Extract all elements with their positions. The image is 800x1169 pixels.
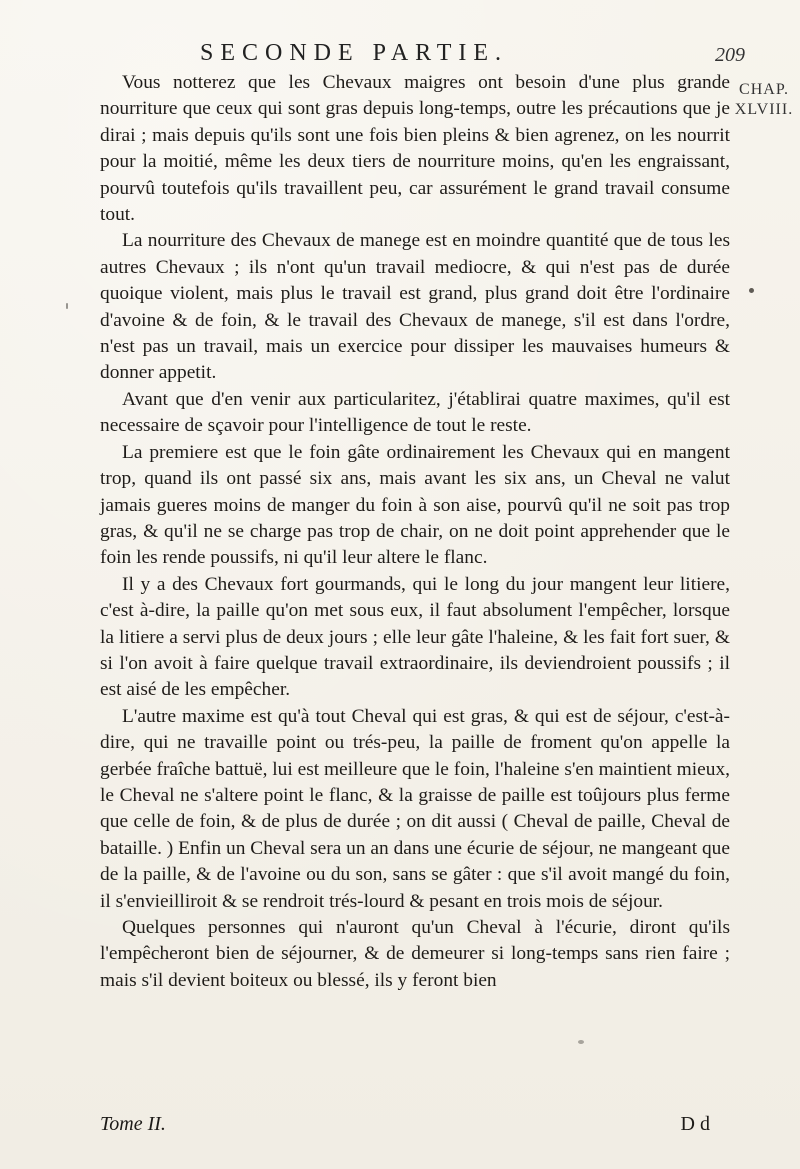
paragraph-3: Avant que d'en venir aux particularitez, j'établirai quatre maximes, qu'il est necessaire de sçavoir pour l'intelligence de tout le reste. [100,388,730,437]
paragraph-7: Quelques personnes qui n'auront qu'un Cheval à l'écurie, diront qu'ils l'empêcheront bien de séjourner, & de demeurer si long-temps sans rien faire ; mais s'il devient boiteux ou blessé, ils y feront bien [100,917,730,991]
ink-speck [66,303,68,309]
paragraph-5: Il y a des Chevaux fort gourmands, qui le long du jour mangent leur litiere, c'est à-dire, la paille qu'on met sous eux, il faut absolument l'empêcher, lorsque la litiere a servi plus de deux jours ; elle leur gâte l'haleine, & les fait fort suer, & si l'on avoit à faire quelque travail extraordinaire, ils deviendroient poussifs ; il est aisé de les empêcher. [100,573,730,701]
ink-speck [749,288,754,293]
tome-label: Tome II. [100,1113,166,1135]
chapter-label: CHAP. [739,81,789,98]
paragraph-1: Vous notterez que les Chevaux maigres ont besoin d'une plus grande nourriture que ceux qui sont gras depuis long-temps, outre les précautions que je dirai ; mais depuis qu'ils sont une fois bien pleins & bien agrenez, on les nourrit pour la moitié, même les deux tiers de nourriture moins, qu'en les engraissant, pourvû toutefois qu'ils travaillent peu, car assurément le grand travail consume tout. [100,72,730,226]
chapter-number: XLVIII. [734,101,794,118]
paragraph-4: La premiere est que le foin gâte ordinairement les Chevaux qui en mangent trop, quand ils ont passé six ans, mais avant les six ans, un Cheval ne valut jamais gueres moins de manger du foin à son aise, pourvû qu'il ne soit pas trop gras, & qu'il ne se charge pas trop de chair, on ne doit point apprehender que le foin les rende poussifs, ni qu'il leur altere le flanc. [100,441,730,569]
page-number: 209 [715,44,745,66]
chapter-margin-note [734,80,794,120]
page-footer [100,1113,730,1136]
ink-speck [578,1040,584,1044]
paragraph-2: La nourriture des Chevaux de manege est en moindre quantité que de tous les autres Chevaux ; ils n'ont qu'un travail mediocre, & qui n'est pas de durée quoique violent, mais plus le travail est grand, plus grand doit être l'ordinaire d'avoine & de foin, & le travail des Chevaux de manege, s'il est dans l'ordre, n'est pas un travail, mais un exercice pour dissiper les mauvaises humeurs & donner appetit. [100,230,730,384]
running-head: SECONDE PARTIE. [200,40,509,66]
signature-mark: D d [680,1113,710,1135]
paragraph-6: L'autre maxime est qu'à tout Cheval qui est gras, & qui est de séjour, c'est-à-dire, qui ne travaille point ou trés-peu, la paille de froment qu'on appelle la gerbée fraîche battuë, lui est meilleure que le foin, l'haleine s'en maintient mieux, le Cheval ne s'altere point le flanc, & la graisse de paille est toûjours plus ferme que celle de foin, & de plus de durée ; on dit aussi ( Cheval de paille, Cheval de bataille. ) Enfin un Cheval sera un an dans une écurie de séjour, ne mangeant que de la paille, & de l'avoine ou du son, sans se gâter : que s'il avoit mangé du foin, il s'envieilliroit & se rendroit trés-lourd & pesant en trois mois de séjour. [100,705,730,912]
body-text [100,70,730,994]
